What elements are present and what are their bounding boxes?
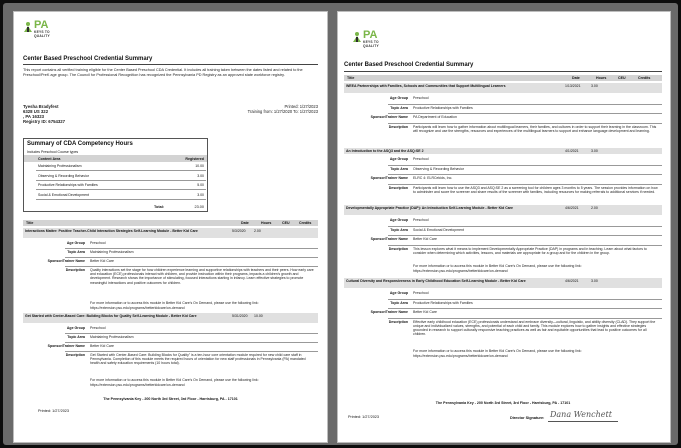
course-title-row — [23, 313, 318, 323]
course-description: This lesson explores what it means to implement Developmentally Appropriate Practice (DAP) in programs and in teaching. Learn about what factors to consider when determining which activities, lessons, and materials are appropriate for a group and for the children in the group. — [413, 246, 647, 255]
course-date: 5/3/2020 — [232, 229, 246, 233]
course-age: Preschool — [90, 241, 106, 245]
course-date: 4/6/2021 — [565, 279, 579, 283]
report-page-1 — [13, 11, 328, 443]
course-label-description: Description — [388, 246, 408, 251]
footer-address: The Pennsylvania Key - 200 North 3rd Street, 3rd Floor - Harrisburg, PA - 17101 — [103, 397, 238, 401]
course-sponsor: Better Kid Care — [90, 344, 114, 348]
course-hours: 2.00 — [254, 229, 261, 233]
course-field-divider — [65, 333, 318, 334]
course-field-divider — [388, 123, 662, 124]
signature-line — [548, 421, 618, 422]
course-link: https://extension.psu.edu/programs/betterkidcare/on-demand — [90, 306, 185, 310]
col-hours: Hours — [261, 221, 272, 225]
summary-row-area: Social & Emotional Development — [38, 192, 89, 197]
course-topic: Maintaining Professionalism — [90, 250, 134, 254]
title-divider-2 — [344, 71, 662, 72]
course-label-sponsor: Sponsor/Trainer Name — [370, 115, 408, 119]
course-sponsor: Better Kid Care — [90, 259, 114, 263]
col-title: Title — [347, 76, 355, 80]
pa-keys-logo — [23, 20, 50, 38]
col-ceu: CEU — [618, 76, 626, 80]
course-title-row — [344, 278, 662, 288]
person-address-line-2: , PA 16323 — [23, 114, 45, 119]
course-label-age: Age Group — [389, 157, 408, 161]
course-hours: 10.00 — [254, 314, 263, 318]
course-title-row — [344, 148, 662, 154]
course-field-divider — [65, 248, 318, 249]
course-hours: 3.00 — [591, 279, 598, 283]
course-title: WEEA Partnerships with Families, Schools and Communities that Support Multilingual Learners — [346, 84, 506, 88]
summary-row-hours: 5.00 — [197, 183, 204, 187]
course-date: 4/1/2021 — [565, 149, 579, 153]
course-label-sponsor: Sponsor/Trainer Name — [47, 344, 85, 348]
course-description: Participants will learn how to gather information about multilingual learners, their families, and cultures in order to support their learning in the classroom. This will recognize and use the strengths, resources and experiences of the multilingual learners to support and enhance language development and learning. — [413, 124, 657, 133]
course-table-header — [23, 220, 318, 226]
course-topic: Productive Relationships with Families — [413, 300, 473, 305]
col-date: Date — [241, 221, 249, 225]
course-description: Participants will learn how to use the ASQ3 and ASQ:SE 2 as a screening tool for children ages 3 months to 5 years. The session provides information on how to administer and score the screener and share results of the screener with families, including resources for making referrals to additional services if needed. — [413, 185, 658, 194]
course-link: https://extension.psu.edu/programs/betterkidcare/on-demand — [413, 269, 508, 273]
director-signature: Dana Wenchett — [550, 410, 612, 419]
logo-line-2: QUALITY — [34, 33, 50, 38]
course-description: Get Started with Center-Based Care: Building Blocks for Quality" is a ten-hour core orientation module required for new child care staff in Pennsylvania. Completion of this module meets the required hours of orientation for new staff professionals in Pennsylvania (PA) mandated health and safety education requirements (10 hours total). — [90, 353, 306, 366]
printed-date-bottom-2: Printed: 1/27/2023 — [348, 415, 380, 419]
course-label-age: Age Group — [389, 218, 408, 222]
course-label-description: Description — [388, 185, 408, 190]
course-label-topic: Topic Area — [390, 105, 408, 110]
printed-date-bottom: Printed: 1/27/2023 — [38, 409, 70, 413]
course-more-info: For more information or to access this module in Better Kid Care's On Demand, please use the following link: — [90, 301, 259, 305]
summary-header-row — [24, 155, 207, 162]
course-field-divider — [388, 104, 662, 105]
footer-address-2: The Pennsylvania Key - 200 North 3rd Street, 3rd Floor - Harrisburg, PA - 17101 — [435, 401, 571, 405]
course-label-sponsor: Sponsor/Trainer Name — [47, 259, 85, 263]
registry-id: Registry ID: 6754327 — [23, 119, 66, 124]
course-field-divider — [388, 113, 662, 114]
course-field-divider — [388, 308, 662, 309]
course-age: Preschool — [90, 326, 106, 330]
summary-row-divider — [36, 199, 206, 200]
title-divider — [23, 64, 318, 65]
summary-total: 23.00 — [194, 205, 204, 209]
col-title: Title — [26, 221, 34, 225]
course-label-age: Age Group — [389, 291, 408, 295]
col-date: Date — [572, 76, 580, 80]
course-hours: 2.00 — [591, 206, 598, 210]
logo-figure-icon — [352, 30, 362, 42]
course-table-header-2 — [344, 75, 662, 81]
course-hours: 3.00 — [591, 84, 598, 88]
report-intro: This report contains all verified training eligible for the Center Based Preschool CDA Credential. It includes all training taken between the dates listed and related to the Preschool/PreK age group. The Council for Professional Recognition has recognized the Pennsylvania PD Registry as an approved state workforce registry. — [23, 68, 303, 77]
course-description: Effective early childhood education (ECE) professionals understand and embrace diversity—cultural, linguistic, and ability diversity (CLAD). They support the unique and individualized values, strengths, and potential of each child and family. This module explores how to gather insights and effective strategies grounded in research to support culturally responsive teaching practices as well as fair and equitable opportunities that lead to positive outcomes for all children. — [413, 319, 656, 337]
logo-line-2: QUALITY — [363, 43, 379, 48]
summary-row-divider — [36, 180, 206, 181]
course-label-age: Age Group — [66, 326, 85, 330]
summary-row-divider — [36, 189, 206, 190]
col-hours: Hours — [596, 76, 607, 80]
summary-row-area: Productive Relationships with Families — [38, 183, 98, 187]
course-title: Developmentally Appropriate Practice (DAP): An Introduction Self-Learning Module - Better Kid Care — [346, 206, 513, 210]
course-title: An Introduction to the ASQ3 and the ASQ:SE 2 — [346, 149, 424, 153]
logo-letters: PA — [363, 29, 378, 41]
course-topic: Social & Emotional Development — [413, 227, 464, 232]
logo-line-1: KEYS TO — [34, 30, 50, 34]
course-sponsor: ELRC 4: ELRCekids, Inc. — [413, 176, 453, 180]
logo-line-1: KEYS TO — [363, 40, 379, 44]
logo-figure-icon — [23, 20, 33, 32]
course-link: https://extension.psu.edu/programs/betterkidcare/on-demand — [413, 354, 508, 358]
col-ceu: CEU — [282, 221, 290, 225]
summary-row-area: Observing & Recording Behavior — [38, 173, 89, 178]
course-description: Quality interactions set the stage for how children experience learning and supportive relationships with teachers and their peers. How early care and education (ECE) professionals interact with children, and provide instruction within their programs, impacts a children's growth and development. Research shows the importance of stimulating, focused interactions starting in infancy. Learn effective strategies to promote meaningful interactions and positive outcomes for children. — [90, 268, 314, 285]
summary-row-hours: 10.00 — [195, 164, 204, 168]
summary-title: Summary of CDA Competency Hours — [27, 141, 133, 147]
course-age: Preschool — [413, 157, 429, 161]
summary-col-area: Content Area — [38, 156, 61, 161]
course-topic: Maintaining Professionalism — [90, 335, 134, 339]
course-label-sponsor: Sponsor/Trainer Name — [370, 310, 408, 314]
course-field-divider — [65, 266, 318, 267]
course-label-description: Description — [65, 353, 85, 357]
course-field-divider — [388, 245, 662, 246]
summary-row-hours: 3.00 — [197, 173, 204, 178]
printed-date-top: Printed: 1/27/2023 — [284, 104, 318, 109]
course-age: Preschool — [413, 291, 429, 295]
logo-letters: PA — [34, 19, 49, 31]
page-title: Center Based Preschool Credential Summary — [23, 56, 153, 62]
cda-summary-box — [23, 138, 208, 212]
course-label-topic: Topic Area — [390, 300, 408, 305]
course-title: Get Started with Center-Based Care: Building Blocks for Quality Self-Learning Module - Better Kid Care — [25, 314, 197, 318]
course-date: 1/13/2021 — [565, 84, 581, 88]
course-title-row — [344, 205, 662, 215]
course-field-divider — [65, 351, 318, 352]
course-field-divider — [388, 299, 662, 300]
screenshot-frame — [3, 3, 678, 445]
report-page-2 — [337, 11, 671, 443]
course-label-description: Description — [65, 268, 85, 272]
course-label-description: Description — [388, 319, 408, 324]
course-label-topic: Topic Area — [67, 250, 85, 254]
course-label-description: Description — [388, 124, 408, 129]
course-label-age: Age Group — [66, 241, 85, 245]
summary-row-hours: 3.00 — [197, 192, 204, 197]
course-more-info: For more information or to access this module in Better Kid Care's On Demand, please use the following link: — [413, 349, 582, 353]
course-topic: Productive Relationships with Families — [413, 105, 473, 110]
course-field-divider — [388, 318, 662, 319]
course-age: Preschool — [413, 96, 429, 100]
course-link: https://extension.psu.edu/programs/betterkidcare/on-demand — [90, 383, 185, 387]
course-field-divider — [65, 342, 318, 343]
course-label-sponsor: Sponsor/Trainer Name — [370, 237, 408, 241]
course-hours: 3.00 — [591, 149, 598, 153]
course-field-divider — [388, 174, 662, 175]
course-more-info: For more information or to access this module in Better Kid Care's On Demand, please use the following link: — [90, 378, 259, 382]
course-field-divider — [388, 165, 662, 166]
course-label-topic: Topic Area — [67, 335, 85, 339]
course-label-age: Age Group — [389, 96, 408, 100]
course-field-divider — [388, 184, 662, 185]
course-sponsor: PA Department of Education — [413, 115, 457, 119]
pa-keys-logo-2 — [352, 30, 379, 48]
person-address-line-1: 6328 US 322 — [23, 109, 49, 114]
course-sponsor: Better Kid Care — [413, 237, 437, 241]
course-topic: Observing & Recording Behavior — [413, 166, 464, 171]
course-age: Preschool — [413, 218, 429, 222]
course-title: Interactions Matter: Positive Teacher-Child Interaction Strategies Self-Learning Module - Better Kid Care — [25, 229, 198, 233]
course-date: 4/6/2021 — [565, 206, 579, 210]
page-title-2: Center Based Preschool Credential Summary — [344, 62, 474, 68]
training-range: Training from: 1/27/2020 To: 1/27/2023 — [247, 109, 318, 114]
course-label-sponsor: Sponsor/Trainer Name — [370, 176, 408, 180]
summary-row-divider — [36, 170, 206, 171]
course-title-row — [23, 228, 318, 238]
course-field-divider — [388, 226, 662, 227]
course-date: 5/31/2020 — [232, 314, 248, 318]
person-name: Tyesha Bradyfest — [23, 104, 59, 109]
course-label-topic: Topic Area — [390, 166, 408, 171]
course-title-row — [344, 83, 662, 93]
summary-total-label: Total: — [154, 205, 165, 209]
col-credits: Credits — [299, 221, 312, 225]
course-title: Cultural Diversity and Responsiveness in Early Childhood Education Self-Learning Module - Better Kid Care — [346, 279, 526, 283]
summary-col-registered: Registered — [185, 156, 204, 161]
course-sponsor: Better Kid Care — [413, 310, 437, 314]
course-more-info: For more information or to access this module in Better Kid Care's On Demand, please use the following link: — [413, 264, 582, 268]
col-credits: Credits — [638, 76, 651, 80]
summary-row-area: Maintaining Professionalism — [38, 164, 82, 168]
summary-includes: Includes Preschool Course types — [27, 150, 79, 154]
director-signature-label: Director Signature: — [510, 416, 545, 420]
course-field-divider — [65, 257, 318, 258]
course-field-divider — [388, 235, 662, 236]
course-label-topic: Topic Area — [390, 227, 408, 232]
